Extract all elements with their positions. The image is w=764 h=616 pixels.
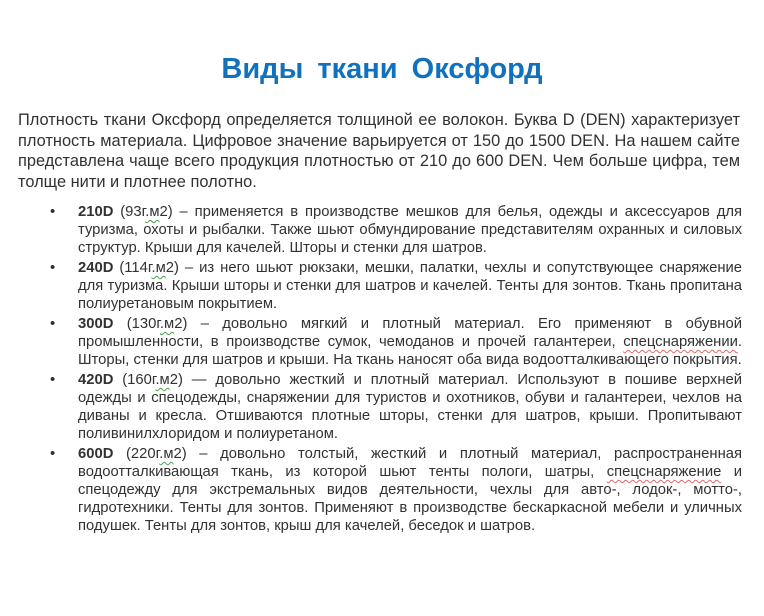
fabric-list-item	[48, 259, 742, 313]
item-text: (130г	[113, 316, 160, 332]
grammar-flagged-text: .м	[159, 446, 174, 462]
fabric-list-item	[48, 445, 742, 535]
fabric-types-list	[48, 203, 742, 537]
fabric-list-item	[48, 371, 742, 443]
item-text: 2) – применяется в производстве мешков для белья, одежды и аксессуаров для туризма, охоты и рыбалки. Также шьют обмундирование представителям охранных и силовых структур. Крыши для качелей. Шторы и стенки для шатров.	[78, 204, 742, 256]
item-text: (160г	[113, 372, 156, 388]
grammar-flagged-text: .м	[155, 372, 170, 388]
fabric-list-item	[48, 203, 742, 257]
page-title: Виды ткани Оксфорд	[221, 53, 543, 85]
item-text: 2) – довольно толстый, жесткий и плотный материал, распространенная водоотталкивающая ткань, из которой шьют тенты пологи, шатры,	[78, 446, 742, 480]
grammar-flagged-text: .м	[159, 316, 175, 332]
spellcheck-flagged-word: спецснаряжении	[623, 334, 738, 350]
den-label: 240D	[78, 260, 114, 276]
grammar-flagged-text: .м	[151, 260, 166, 276]
den-label: 420D	[78, 372, 114, 388]
item-text: (114г	[113, 260, 152, 276]
item-text: . Шторы, стенки для шатров и крыши. На ткань наносят оба вида водоотталкивающего покрытия.	[78, 334, 742, 368]
spellcheck-flagged-word: спецснаряжение	[606, 464, 722, 480]
fabric-list-item	[48, 315, 742, 369]
den-label: 210D	[78, 204, 114, 220]
grammar-flagged-text: .м	[145, 204, 160, 220]
item-text: 2) – из него шьют рюкзаки, мешки, палатки, чехлы и сопутствующее снаряжение для туризма. Крыши шторы и стенки для шатров и качелей. Тенты для зонтов. Ткань пропитана полиуретановым покрытием.	[78, 260, 743, 312]
item-text: 2) – довольно мягкий и плотный материал. Его применяют в обувной промышленности, в производстве сумок, чемоданов и прочей галантереи,	[78, 316, 742, 350]
den-label: 300D	[78, 316, 114, 332]
item-text: и спецодежду для экстремальных видов деятельности, чехлы для авто-, лодок-, мотто-, гидротехники. Тенты для зонтов. Применяют в производстве бескаркасной мебели и уличных подушек. Тенты для зонтов, крыш для качелей, беседок и шатров.	[78, 464, 742, 534]
item-text: (220г	[113, 446, 160, 462]
item-text: (93г	[113, 204, 146, 220]
item-text: 2) — довольно жесткий и плотный материал. Используют в пошиве верхней одежды и спецодежды, снаряжении для туристов и охотников, обуви и галантереи, чехлов на диваны и кресла. Отшиваются плотные шторы, стенки для шатров, крыши. Пропитывают поливинилхлоридом и полиуретаном.	[78, 372, 742, 442]
intro-paragraph: Плотность ткани Оксфорд определяется толщиной ее волокон. Буква D (DEN) характеризует плотность материала. Цифровое значение варьируется от 150 до 1500 DEN. На нашем сайте представлена чаще всего продукция плотностью от 210 до 600 DEN. Чем больше цифра, тем толще нити и плотнее полотно.	[18, 111, 740, 191]
den-label: 600D	[78, 446, 114, 462]
